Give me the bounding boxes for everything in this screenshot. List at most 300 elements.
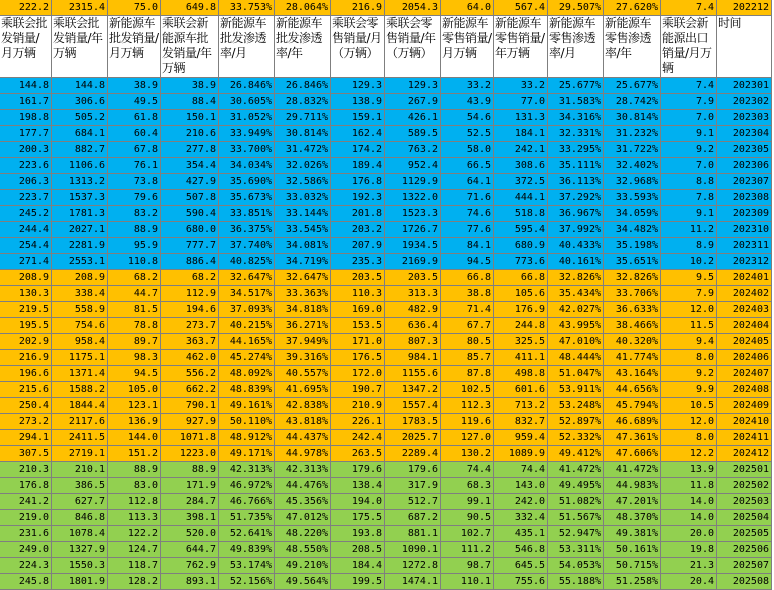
table-cell[interactable]: 33.363% — [275, 286, 331, 302]
table-cell[interactable]: 48.220% — [275, 526, 331, 542]
table-cell[interactable]: 927.9 — [161, 414, 219, 430]
table-cell[interactable]: 28.742% — [604, 94, 661, 110]
table-cell[interactable]: 590.4 — [161, 206, 219, 222]
table-cell[interactable]: 636.4 — [385, 318, 441, 334]
table-cell[interactable]: 52.332% — [548, 430, 604, 446]
column-header[interactable] — [161, 16, 219, 78]
table-cell[interactable]: 9.5 — [661, 270, 717, 286]
table-cell[interactable]: 95.9 — [108, 238, 161, 254]
table-cell[interactable]: 112.3 — [441, 398, 494, 414]
table-cell[interactable]: 112.8 — [108, 494, 161, 510]
table-cell[interactable]: 42.313% — [219, 462, 275, 478]
table-cell[interactable]: 48.370% — [604, 510, 661, 526]
table-cell[interactable]: 52.641% — [219, 526, 275, 542]
table-cell[interactable]: 202403 — [717, 302, 772, 318]
table-cell[interactable]: 267.9 — [385, 94, 441, 110]
table-cell[interactable]: 1313.2 — [52, 174, 108, 190]
table-cell[interactable]: 9.2 — [661, 366, 717, 382]
table-cell[interactable]: 79.6 — [108, 190, 161, 206]
table-cell[interactable]: 51.082% — [548, 494, 604, 510]
table-cell[interactable]: 28.832% — [275, 94, 331, 110]
table-cell[interactable]: 556.2 — [161, 366, 219, 382]
table-cell[interactable]: 662.2 — [161, 382, 219, 398]
table-cell[interactable]: 105.0 — [108, 382, 161, 398]
table-cell[interactable]: 37.740% — [219, 238, 275, 254]
table-cell[interactable]: 138.4 — [331, 478, 385, 494]
table-cell[interactable]: 81.5 — [108, 302, 161, 318]
table-cell[interactable]: 26.846% — [275, 78, 331, 94]
table-cell[interactable]: 50.110% — [219, 414, 275, 430]
column-header[interactable] — [52, 16, 108, 78]
table-cell[interactable]: 87.8 — [441, 366, 494, 382]
table-cell[interactable]: 55.188% — [548, 574, 604, 590]
table-cell[interactable]: 25.677% — [548, 78, 604, 94]
summary-cell[interactable]: 7.4 — [661, 0, 717, 16]
table-cell[interactable]: 202302 — [717, 94, 772, 110]
table-cell[interactable]: 249.0 — [0, 542, 52, 558]
table-cell[interactable]: 43.995% — [548, 318, 604, 334]
table-cell[interactable]: 754.6 — [52, 318, 108, 334]
table-cell[interactable]: 38.9 — [161, 78, 219, 94]
table-cell[interactable]: 61.8 — [108, 110, 161, 126]
table-cell[interactable]: 49.495% — [548, 478, 604, 494]
table-cell[interactable]: 83.2 — [108, 206, 161, 222]
table-cell[interactable]: 215.6 — [0, 382, 52, 398]
table-cell[interactable]: 1537.3 — [52, 190, 108, 206]
table-cell[interactable]: 244.8 — [494, 318, 548, 334]
table-cell[interactable]: 88.9 — [108, 462, 161, 478]
table-cell[interactable]: 2411.5 — [52, 430, 108, 446]
summary-cell[interactable]: 216.9 — [331, 0, 385, 16]
table-cell[interactable]: 684.1 — [52, 126, 108, 142]
table-cell[interactable]: 54.053% — [548, 558, 604, 574]
table-cell[interactable]: 30.814% — [275, 126, 331, 142]
table-cell[interactable]: 7.9 — [661, 94, 717, 110]
table-cell[interactable]: 54.6 — [441, 110, 494, 126]
table-cell[interactable]: 2719.1 — [52, 446, 108, 462]
table-cell[interactable]: 37.093% — [219, 302, 275, 318]
table-cell[interactable]: 105.6 — [494, 286, 548, 302]
table-cell[interactable]: 98.7 — [441, 558, 494, 574]
table-cell[interactable]: 32.647% — [219, 270, 275, 286]
table-cell[interactable]: 76.1 — [108, 158, 161, 174]
table-cell[interactable]: 32.826% — [604, 270, 661, 286]
table-cell[interactable]: 44.978% — [275, 446, 331, 462]
table-cell[interactable]: 30.814% — [604, 110, 661, 126]
table-cell[interactable]: 50.715% — [604, 558, 661, 574]
table-cell[interactable]: 177.7 — [0, 126, 52, 142]
table-cell[interactable]: 1347.2 — [385, 382, 441, 398]
table-cell[interactable]: 254.4 — [0, 238, 52, 254]
table-cell[interactable]: 520.0 — [161, 526, 219, 542]
table-cell[interactable]: 119.6 — [441, 414, 494, 430]
table-cell[interactable]: 202412 — [717, 446, 772, 462]
table-cell[interactable]: 1155.6 — [385, 366, 441, 382]
table-cell[interactable]: 51.047% — [548, 366, 604, 382]
table-cell[interactable]: 151.2 — [108, 446, 161, 462]
table-cell[interactable]: 226.1 — [331, 414, 385, 430]
table-cell[interactable]: 8.9 — [661, 238, 717, 254]
table-cell[interactable]: 223.6 — [0, 158, 52, 174]
table-cell[interactable]: 202309 — [717, 206, 772, 222]
table-cell[interactable]: 1129.9 — [385, 174, 441, 190]
table-cell[interactable]: 47.201% — [604, 494, 661, 510]
table-cell[interactable]: 687.2 — [385, 510, 441, 526]
table-cell[interactable]: 462.0 — [161, 350, 219, 366]
table-cell[interactable]: 43.9 — [441, 94, 494, 110]
table-cell[interactable]: 102.7 — [441, 526, 494, 542]
table-cell[interactable]: 210.6 — [161, 126, 219, 142]
table-cell[interactable]: 94.5 — [108, 366, 161, 382]
table-cell[interactable]: 38.8 — [441, 286, 494, 302]
table-cell[interactable]: 882.7 — [52, 142, 108, 158]
table-cell[interactable]: 11.5 — [661, 318, 717, 334]
table-cell[interactable]: 518.8 — [494, 206, 548, 222]
column-header[interactable] — [441, 16, 494, 78]
table-cell[interactable]: 53.311% — [548, 542, 604, 558]
table-cell[interactable]: 41.774% — [604, 350, 661, 366]
table-cell[interactable]: 35.673% — [219, 190, 275, 206]
table-cell[interactable]: 219.0 — [0, 510, 52, 526]
summary-cell[interactable]: 27.620% — [604, 0, 661, 16]
table-cell[interactable]: 37.992% — [548, 222, 604, 238]
table-cell[interactable]: 51.735% — [219, 510, 275, 526]
table-cell[interactable]: 44.476% — [275, 478, 331, 494]
table-cell[interactable]: 41.695% — [275, 382, 331, 398]
table-cell[interactable]: 219.5 — [0, 302, 52, 318]
table-cell[interactable]: 208.9 — [52, 270, 108, 286]
table-cell[interactable]: 832.7 — [494, 414, 548, 430]
table-cell[interactable]: 242.0 — [494, 494, 548, 510]
table-cell[interactable]: 13.9 — [661, 462, 717, 478]
table-cell[interactable]: 1327.9 — [52, 542, 108, 558]
table-cell[interactable]: 202401 — [717, 270, 772, 286]
table-cell[interactable]: 34.818% — [275, 302, 331, 318]
table-cell[interactable]: 2117.6 — [52, 414, 108, 430]
table-cell[interactable]: 113.3 — [108, 510, 161, 526]
table-cell[interactable]: 713.2 — [494, 398, 548, 414]
table-cell[interactable]: 35.111% — [548, 158, 604, 174]
table-cell[interactable]: 34.081% — [275, 238, 331, 254]
table-cell[interactable]: 144.8 — [0, 78, 52, 94]
table-cell[interactable]: 143.0 — [494, 478, 548, 494]
table-cell[interactable]: 9.1 — [661, 206, 717, 222]
table-cell[interactable]: 36.271% — [275, 318, 331, 334]
table-cell[interactable]: 37.292% — [548, 190, 604, 206]
table-cell[interactable]: 202303 — [717, 110, 772, 126]
table-cell[interactable]: 171.9 — [161, 478, 219, 494]
table-cell[interactable]: 32.968% — [604, 174, 661, 190]
table-cell[interactable]: 127.0 — [441, 430, 494, 446]
table-cell[interactable]: 507.8 — [161, 190, 219, 206]
table-cell[interactable]: 77.6 — [441, 222, 494, 238]
table-cell[interactable]: 202311 — [717, 238, 772, 254]
table-cell[interactable]: 284.7 — [161, 494, 219, 510]
table-cell[interactable]: 50.161% — [604, 542, 661, 558]
table-cell[interactable]: 1322.0 — [385, 190, 441, 206]
table-cell[interactable]: 512.7 — [385, 494, 441, 510]
table-cell[interactable]: 202502 — [717, 478, 772, 494]
table-cell[interactable]: 224.3 — [0, 558, 52, 574]
table-cell[interactable]: 207.9 — [331, 238, 385, 254]
table-cell[interactable]: 363.7 — [161, 334, 219, 350]
table-cell[interactable]: 77.0 — [494, 94, 548, 110]
table-cell[interactable]: 1801.9 — [52, 574, 108, 590]
table-cell[interactable]: 123.1 — [108, 398, 161, 414]
table-cell[interactable]: 2553.1 — [52, 254, 108, 270]
table-cell[interactable]: 136.9 — [108, 414, 161, 430]
table-cell[interactable]: 244.4 — [0, 222, 52, 238]
table-cell[interactable]: 111.2 — [441, 542, 494, 558]
table-cell[interactable]: 110.1 — [441, 574, 494, 590]
table-cell[interactable]: 773.6 — [494, 254, 548, 270]
table-cell[interactable]: 208.9 — [0, 270, 52, 286]
table-cell[interactable]: 7.0 — [661, 158, 717, 174]
table-cell[interactable]: 71.6 — [441, 190, 494, 206]
table-cell[interactable]: 179.6 — [385, 462, 441, 478]
table-cell[interactable]: 34.059% — [604, 206, 661, 222]
table-cell[interactable]: 45.274% — [219, 350, 275, 366]
table-cell[interactable]: 202406 — [717, 350, 772, 366]
table-cell[interactable]: 35.690% — [219, 174, 275, 190]
table-cell[interactable]: 46.689% — [604, 414, 661, 430]
table-cell[interactable]: 184.1 — [494, 126, 548, 142]
table-cell[interactable]: 777.7 — [161, 238, 219, 254]
table-cell[interactable]: 558.9 — [52, 302, 108, 318]
table-cell[interactable]: 241.2 — [0, 494, 52, 510]
table-cell[interactable]: 7.9 — [661, 286, 717, 302]
table-cell[interactable]: 179.6 — [331, 462, 385, 478]
table-cell[interactable]: 40.320% — [604, 334, 661, 350]
table-cell[interactable]: 42.838% — [275, 398, 331, 414]
table-cell[interactable]: 546.8 — [494, 542, 548, 558]
table-cell[interactable]: 36.633% — [604, 302, 661, 318]
table-cell[interactable]: 1078.4 — [52, 526, 108, 542]
table-cell[interactable]: 190.7 — [331, 382, 385, 398]
table-cell[interactable]: 68.2 — [161, 270, 219, 286]
table-cell[interactable]: 202307 — [717, 174, 772, 190]
table-cell[interactable]: 426.1 — [385, 110, 441, 126]
table-cell[interactable]: 49.171% — [219, 446, 275, 462]
table-cell[interactable]: 762.9 — [161, 558, 219, 574]
table-cell[interactable]: 9.4 — [661, 334, 717, 350]
column-header[interactable] — [108, 16, 161, 78]
table-cell[interactable]: 34.517% — [219, 286, 275, 302]
table-cell[interactable]: 153.5 — [331, 318, 385, 334]
table-cell[interactable]: 40.215% — [219, 318, 275, 334]
summary-cell[interactable]: 222.2 — [0, 0, 52, 16]
table-cell[interactable]: 206.3 — [0, 174, 52, 190]
table-cell[interactable]: 53.911% — [548, 382, 604, 398]
table-cell[interactable]: 68.2 — [108, 270, 161, 286]
table-cell[interactable]: 52.156% — [219, 574, 275, 590]
table-cell[interactable]: 202411 — [717, 430, 772, 446]
table-cell[interactable]: 33.144% — [275, 206, 331, 222]
table-cell[interactable]: 40.557% — [275, 366, 331, 382]
table-cell[interactable]: 74.4 — [494, 462, 548, 478]
table-cell[interactable]: 294.1 — [0, 430, 52, 446]
table-cell[interactable]: 202407 — [717, 366, 772, 382]
table-cell[interactable]: 790.1 — [161, 398, 219, 414]
table-cell[interactable]: 886.4 — [161, 254, 219, 270]
table-cell[interactable]: 78.8 — [108, 318, 161, 334]
table-cell[interactable]: 48.550% — [275, 542, 331, 558]
table-cell[interactable]: 38.9 — [108, 78, 161, 94]
table-cell[interactable]: 1588.2 — [52, 382, 108, 398]
table-cell[interactable]: 32.586% — [275, 174, 331, 190]
table-cell[interactable]: 755.6 — [494, 574, 548, 590]
table-cell[interactable]: 89.7 — [108, 334, 161, 350]
table-cell[interactable]: 44.7 — [108, 286, 161, 302]
table-cell[interactable]: 33.2 — [441, 78, 494, 94]
table-cell[interactable]: 427.9 — [161, 174, 219, 190]
summary-cell[interactable]: 567.4 — [494, 0, 548, 16]
column-header[interactable] — [604, 16, 661, 78]
table-cell[interactable]: 88.9 — [161, 462, 219, 478]
table-cell[interactable]: 444.1 — [494, 190, 548, 206]
table-cell[interactable]: 47.010% — [548, 334, 604, 350]
table-cell[interactable]: 49.412% — [548, 446, 604, 462]
table-cell[interactable]: 34.034% — [219, 158, 275, 174]
table-cell[interactable]: 10.5 — [661, 398, 717, 414]
table-cell[interactable]: 176.5 — [331, 350, 385, 366]
table-cell[interactable]: 162.4 — [331, 126, 385, 142]
table-cell[interactable]: 277.8 — [161, 142, 219, 158]
table-cell[interactable]: 411.1 — [494, 350, 548, 366]
table-cell[interactable]: 34.719% — [275, 254, 331, 270]
table-cell[interactable]: 7.4 — [661, 78, 717, 94]
table-cell[interactable]: 680.9 — [494, 238, 548, 254]
table-cell[interactable]: 601.6 — [494, 382, 548, 398]
table-cell[interactable]: 306.6 — [52, 94, 108, 110]
table-cell[interactable]: 313.3 — [385, 286, 441, 302]
table-cell[interactable]: 36.375% — [219, 222, 275, 238]
table-cell[interactable]: 1071.8 — [161, 430, 219, 446]
table-cell[interactable]: 102.5 — [441, 382, 494, 398]
table-cell[interactable]: 40.161% — [548, 254, 604, 270]
table-cell[interactable]: 124.7 — [108, 542, 161, 558]
table-cell[interactable]: 44.437% — [275, 430, 331, 446]
table-cell[interactable]: 66.8 — [441, 270, 494, 286]
table-cell[interactable]: 129.3 — [385, 78, 441, 94]
table-cell[interactable]: 48.444% — [548, 350, 604, 366]
table-cell[interactable]: 48.912% — [219, 430, 275, 446]
table-cell[interactable]: 203.2 — [331, 222, 385, 238]
table-cell[interactable]: 38.466% — [604, 318, 661, 334]
table-cell[interactable]: 110.3 — [331, 286, 385, 302]
table-cell[interactable]: 194.6 — [161, 302, 219, 318]
table-cell[interactable]: 202310 — [717, 222, 772, 238]
table-cell[interactable]: 49.839% — [219, 542, 275, 558]
table-cell[interactable]: 122.2 — [108, 526, 161, 542]
table-cell[interactable]: 49.161% — [219, 398, 275, 414]
table-cell[interactable]: 203.5 — [331, 270, 385, 286]
table-cell[interactable]: 202305 — [717, 142, 772, 158]
table-cell[interactable]: 1175.1 — [52, 350, 108, 366]
table-cell[interactable]: 31.583% — [548, 94, 604, 110]
table-cell[interactable]: 1474.1 — [385, 574, 441, 590]
table-cell[interactable]: 332.4 — [494, 510, 548, 526]
table-cell[interactable]: 195.5 — [0, 318, 52, 334]
table-cell[interactable]: 338.4 — [52, 286, 108, 302]
table-cell[interactable]: 83.0 — [108, 478, 161, 494]
table-cell[interactable]: 881.1 — [385, 526, 441, 542]
table-cell[interactable]: 9.2 — [661, 142, 717, 158]
table-cell[interactable]: 325.5 — [494, 334, 548, 350]
table-cell[interactable]: 7.0 — [661, 110, 717, 126]
table-cell[interactable]: 176.9 — [494, 302, 548, 318]
table-cell[interactable]: 202504 — [717, 510, 772, 526]
table-cell[interactable]: 2281.9 — [52, 238, 108, 254]
table-cell[interactable]: 202405 — [717, 334, 772, 350]
summary-cell[interactable]: 2054.3 — [385, 0, 441, 16]
table-cell[interactable]: 33.032% — [275, 190, 331, 206]
table-cell[interactable]: 250.4 — [0, 398, 52, 414]
table-cell[interactable]: 88.4 — [161, 94, 219, 110]
table-cell[interactable]: 67.7 — [441, 318, 494, 334]
column-header[interactable] — [275, 16, 331, 78]
table-cell[interactable]: 44.983% — [604, 478, 661, 494]
table-cell[interactable]: 202.9 — [0, 334, 52, 350]
table-cell[interactable]: 33.545% — [275, 222, 331, 238]
column-header[interactable] — [0, 16, 52, 78]
summary-cell[interactable]: 649.8 — [161, 0, 219, 16]
table-cell[interactable]: 189.4 — [331, 158, 385, 174]
table-cell[interactable]: 20.0 — [661, 526, 717, 542]
table-cell[interactable]: 42.027% — [548, 302, 604, 318]
table-cell[interactable]: 49.5 — [108, 94, 161, 110]
table-cell[interactable]: 31.722% — [604, 142, 661, 158]
table-cell[interactable]: 595.4 — [494, 222, 548, 238]
table-cell[interactable]: 110.8 — [108, 254, 161, 270]
table-cell[interactable]: 9.1 — [661, 126, 717, 142]
table-cell[interactable]: 202508 — [717, 574, 772, 590]
table-cell[interactable]: 1371.4 — [52, 366, 108, 382]
table-cell[interactable]: 46.972% — [219, 478, 275, 494]
table-cell[interactable]: 952.4 — [385, 158, 441, 174]
table-cell[interactable]: 807.3 — [385, 334, 441, 350]
table-cell[interactable]: 60.4 — [108, 126, 161, 142]
table-cell[interactable]: 1090.1 — [385, 542, 441, 558]
summary-cell[interactable]: 33.753% — [219, 0, 275, 16]
table-cell[interactable]: 202408 — [717, 382, 772, 398]
table-cell[interactable]: 49.564% — [275, 574, 331, 590]
table-cell[interactable]: 49.381% — [604, 526, 661, 542]
summary-cell[interactable]: 2315.4 — [52, 0, 108, 16]
table-cell[interactable]: 196.6 — [0, 366, 52, 382]
table-cell[interactable]: 271.4 — [0, 254, 52, 270]
table-cell[interactable]: 84.1 — [441, 238, 494, 254]
column-header[interactable] — [548, 16, 604, 78]
table-cell[interactable]: 45.794% — [604, 398, 661, 414]
table-cell[interactable]: 29.711% — [275, 110, 331, 126]
table-cell[interactable]: 32.331% — [548, 126, 604, 142]
table-cell[interactable]: 43.818% — [275, 414, 331, 430]
table-cell[interactable]: 172.0 — [331, 366, 385, 382]
table-cell[interactable]: 198.8 — [0, 110, 52, 126]
table-cell[interactable]: 66.8 — [494, 270, 548, 286]
table-cell[interactable]: 53.174% — [219, 558, 275, 574]
table-cell[interactable]: 202301 — [717, 78, 772, 94]
summary-cell[interactable]: 202212 — [717, 0, 772, 16]
table-cell[interactable]: 52.5 — [441, 126, 494, 142]
table-cell[interactable]: 34.482% — [604, 222, 661, 238]
table-cell[interactable]: 39.316% — [275, 350, 331, 366]
table-cell[interactable]: 959.4 — [494, 430, 548, 446]
table-cell[interactable]: 88.9 — [108, 222, 161, 238]
table-cell[interactable]: 35.651% — [604, 254, 661, 270]
table-cell[interactable]: 31.052% — [219, 110, 275, 126]
